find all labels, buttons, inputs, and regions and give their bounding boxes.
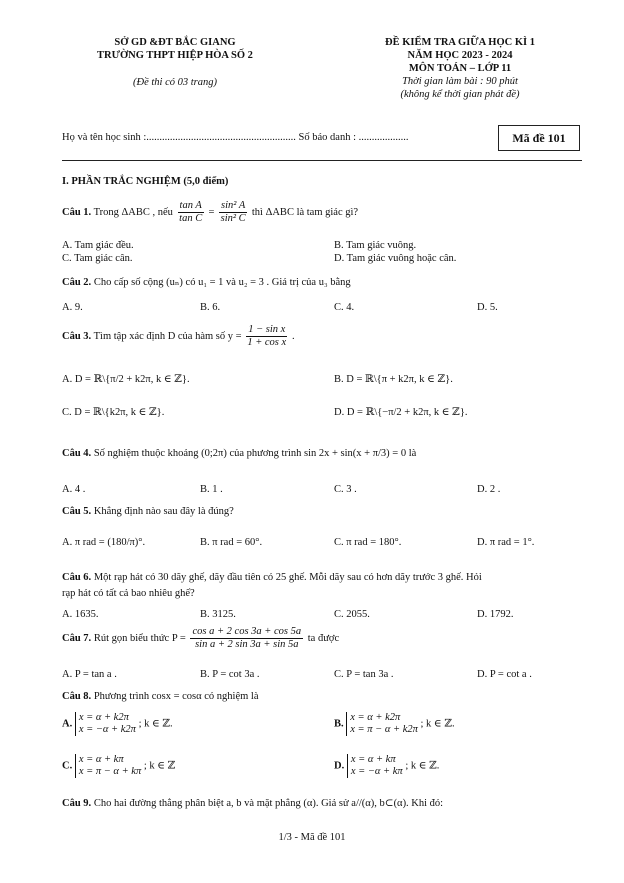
school-name: TRƯỜNG THPT HIỆP HÒA SỐ 2: [97, 50, 253, 61]
option-a[interactable]: A. D = ℝ\{π/2 + k2π, k ∈ ℤ}.: [62, 374, 190, 385]
option-d[interactable]: D. x = α + kπ x = −α + kπ ; k ∈ ℤ.: [334, 754, 440, 777]
duration: Thời gian làm bài : 90 phút: [402, 76, 518, 87]
option-d[interactable]: D. 1792.: [477, 609, 514, 620]
exam-title: ĐỀ KIỂM TRA GIỮA HỌC KÌ 1: [385, 37, 535, 48]
option-c[interactable]: C. 4.: [334, 302, 355, 313]
option-c[interactable]: C. 2055.: [334, 609, 370, 620]
option-c[interactable]: C. D = ℝ\{k2π, k ∈ ℤ}.: [62, 407, 165, 418]
question-7: Câu 7. Rút gọn biểu thức P = $\frac{\text{cos a + 2 cos 3a + cos 5a}}{\text{sin a + 2 sin 3a + sin 5a}}$ ta được: [62, 626, 340, 650]
option-b[interactable]: B. π rad = 60°.: [200, 537, 263, 548]
option-b[interactable]: B. 3125.: [200, 609, 236, 620]
header-divider: [62, 160, 582, 161]
fraction: $\frac{\text{tan A}}{\text{tan C}}$: [179, 200, 203, 224]
org-name: SỞ GD &ĐT BẮC GIANG: [114, 37, 236, 48]
option-a[interactable]: A. x = α + k2π x = −α + k2π ; k ∈ ℤ.: [62, 712, 173, 735]
option-b[interactable]: B. x = α + k2π x = π − α + k2π ; k ∈ ℤ.: [334, 712, 455, 735]
option-d[interactable]: D. 2 .: [477, 484, 501, 495]
option-c[interactable]: C. x = α + kπ x = π − α + kπ ; k ∈ ℤ: [62, 754, 176, 777]
question-4: Câu 4. Số nghiệm thuộc khoảng (0;2π) của phương trình sin 2x + sin(x + π/3) = 0 là: [62, 448, 417, 459]
header-left: [40, 36, 310, 89]
option-a[interactable]: A. 1635.: [62, 609, 99, 620]
fraction: $\frac{\text{1 − sin x}}{\text{1 + cos x}}$: [247, 324, 287, 348]
option-d[interactable]: D. π rad = 1°.: [477, 537, 535, 548]
option-a[interactable]: A. Tam giác đều.: [62, 240, 134, 251]
equation-system: x = α + kπ x = π − α + kπ: [75, 754, 141, 778]
student-id-label: Số báo danh : ...................: [298, 132, 409, 143]
option-b[interactable]: B. 1 .: [200, 484, 223, 495]
option-a[interactable]: A. P = tan a .: [62, 669, 117, 680]
section-title: I. PHẦN TRẮC NGHIỆM (5,0 điểm): [62, 176, 229, 187]
option-b[interactable]: B. 6.: [200, 302, 221, 313]
equation-system: x = α + k2π x = π − α + k2π: [346, 712, 418, 736]
option-a[interactable]: A. 9.: [62, 302, 83, 313]
question-5: Câu 5. Khẳng định nào sau đây là đúng?: [62, 506, 234, 517]
option-c[interactable]: C. 3 .: [334, 484, 357, 495]
question-3: Câu 3. Tìm tập xác định D của hàm số y = $\frac{\text{1 − sin x}}{\text{1 + cos x}}$ .: [62, 324, 295, 348]
question-text: thì ΔABC là tam giác gì?: [251, 206, 359, 218]
student-name-label: Họ và tên học sinh :.........................................................: [62, 132, 296, 143]
option-d[interactable]: D. 5.: [477, 302, 498, 313]
option-a[interactable]: A. π rad = (180/π)°.: [62, 537, 146, 548]
option-b[interactable]: B. D = ℝ\{π + k2π, k ∈ ℤ}.: [334, 374, 453, 385]
option-c[interactable]: C. Tam giác cân.: [62, 253, 133, 264]
page-footer: 1/3 - Mã đề 101: [278, 832, 346, 843]
question-6: Câu 6. Một rạp hát có 30 dãy ghế, dãy đầu tiên có 25 ghế. Mỗi dãy sau có hơn dãy trước 3 ghế. Hỏi: [62, 572, 482, 583]
option-d[interactable]: D. D = ℝ\{−π/2 + k2π, k ∈ ℤ}.: [334, 407, 468, 418]
option-c[interactable]: C. P = tan 3a .: [334, 669, 394, 680]
pages-note: (Đề thi có 03 trang): [133, 77, 217, 88]
question-label: Câu 1.: [62, 206, 92, 218]
question-2: Câu 2. Cho cấp số cộng (uₙ) có u₁ = 1 và u₂ = 3 . Giá trị của u₃ bằng: [62, 277, 351, 288]
option-d[interactable]: D. Tam giác vuông hoặc cân.: [334, 253, 457, 264]
question-6-continued: rạp hát có tất cả bao nhiêu ghế?: [62, 588, 195, 599]
equation-system: x = α + k2π x = −α + k2π: [75, 712, 136, 736]
subject: MÔN TOÁN – LỚP 11: [408, 63, 512, 74]
fraction: $\frac{\text{sin² A}}{\text{sin² C}}$: [220, 200, 246, 224]
question-1: Câu 1. Trong ΔABC , nếu $\frac{\text{tan A}}{\text{tan C}}$ = $\frac{\text{sin² A}}{\text{sin² C}}$ thì ΔABC là tam giác gì?: [62, 200, 359, 224]
option-b[interactable]: B. Tam giác vuông.: [334, 240, 417, 251]
school-year: NĂM HỌC 2023 - 2024: [407, 50, 513, 61]
question-9: Câu 9. Cho hai đường thẳng phân biệt a, b và mặt phẳng (α). Giả sử a//(α), b⊂(α). Khi đó:: [62, 798, 444, 809]
option-b[interactable]: B. P = cot 3a .: [200, 669, 260, 680]
question-text: Trong ΔABC , nếu: [93, 206, 173, 218]
student-info-line: [62, 132, 408, 143]
option-c[interactable]: C. π rad = 180°.: [334, 537, 402, 548]
equation-system: x = α + kπ x = −α + kπ: [347, 754, 403, 778]
question-8: Câu 8. Phương trình cosx = cosα có nghiệm là: [62, 691, 259, 702]
option-a[interactable]: A. 4 .: [62, 484, 86, 495]
fraction: $\frac{\text{cos a + 2 cos 3a + cos 5a}}{\text{sin a + 2 sin 3a + sin 5a}}$: [192, 626, 302, 650]
duration-note: (không kể thời gian phát đề): [400, 89, 520, 100]
option-d[interactable]: D. P = cot a .: [477, 669, 532, 680]
header-right: [330, 36, 590, 101]
exam-code-box: Mã đề 101: [498, 125, 580, 151]
